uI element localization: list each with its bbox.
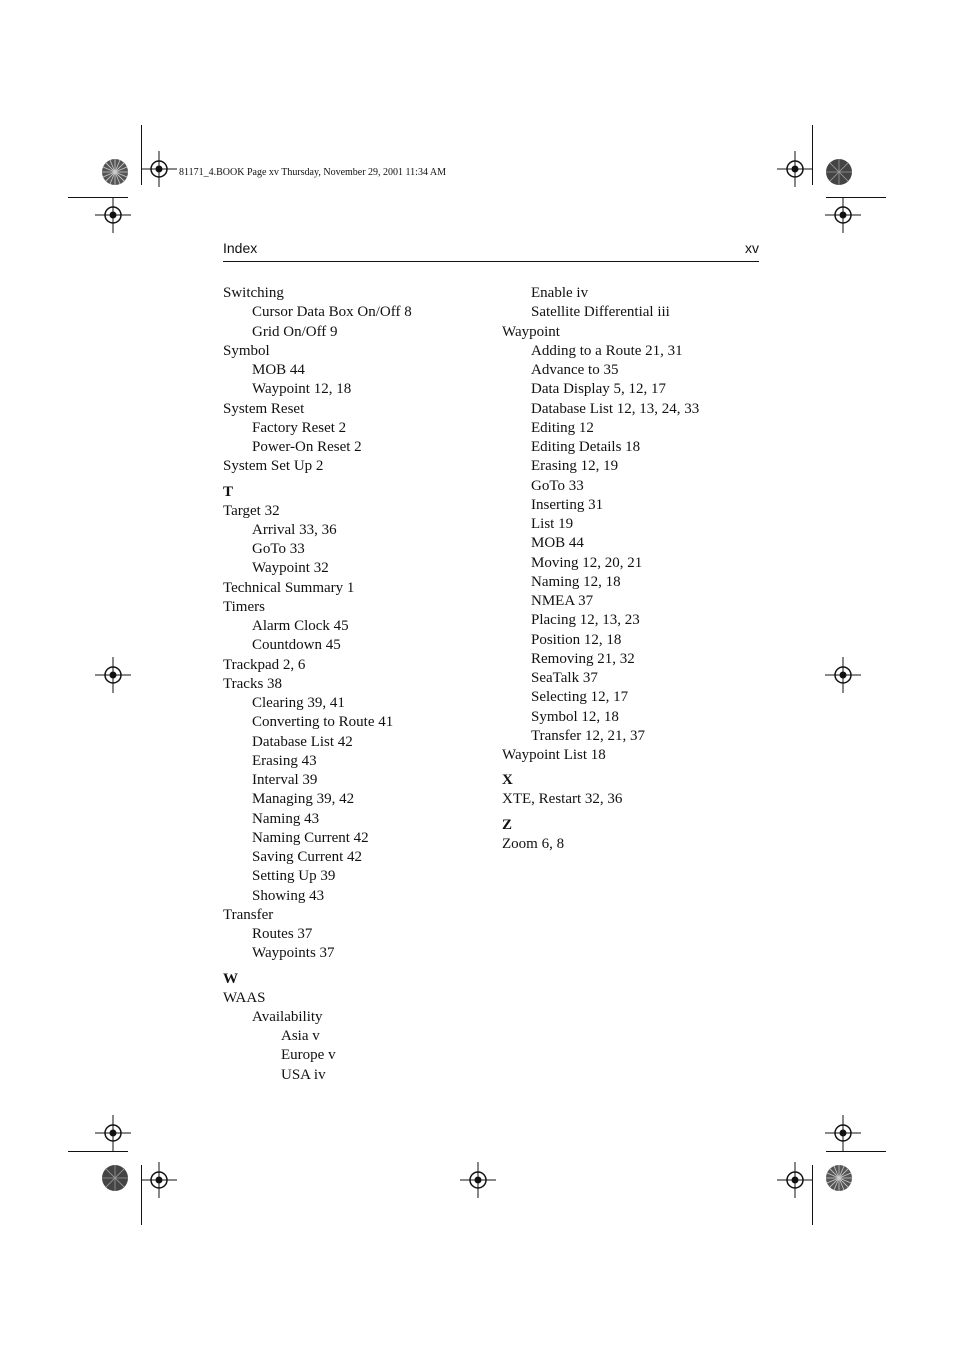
index-subentry: USA iv	[281, 1066, 326, 1083]
crop-line	[68, 197, 128, 198]
index-subentry: Saving Current 42	[252, 849, 362, 865]
index-subentry: GoTo 33	[252, 541, 305, 557]
print-slug-line: 81171_4.BOOK Page xv Thursday, November 29, 2001 11:34 AM	[179, 167, 447, 178]
page-number: xv	[745, 240, 759, 256]
index-letter-heading: X	[502, 772, 513, 789]
index-subentry: Placing 12, 13, 23	[531, 612, 640, 629]
registration-target-icon	[777, 1162, 813, 1198]
index-subentry: Managing 39, 42	[252, 791, 355, 808]
index-subentry: Naming Current 42	[252, 829, 369, 846]
index-letter-heading: Z	[502, 816, 513, 833]
index-subentry: Removing 21, 32	[531, 650, 635, 667]
index-entry: Switching	[223, 285, 284, 301]
index-column-left	[223, 284, 412, 1085]
index-subentry: Moving 12, 20, 21	[531, 554, 643, 571]
index-subentry: Naming 43	[252, 810, 320, 827]
crop-line	[812, 125, 813, 185]
index-subentry: Alarm Clock 45	[252, 618, 349, 634]
index-subentry: Countdown 45	[252, 637, 341, 654]
index-subentry: Satellite Differential iii	[531, 304, 670, 321]
index-entry: Target 32	[223, 502, 280, 519]
registration-target-icon	[95, 197, 131, 233]
crop-line	[141, 125, 142, 185]
index-subentry: Selecting 12, 17	[531, 689, 629, 706]
starburst-mark-icon	[825, 158, 853, 186]
registration-target-icon	[95, 1115, 131, 1151]
index-subentry: Enable iv	[531, 285, 589, 301]
registration-target-icon	[141, 1162, 177, 1198]
index-subentry: Factory Reset 2	[252, 419, 347, 436]
registration-target-icon	[825, 1115, 861, 1151]
starburst-mark-icon	[825, 1164, 853, 1192]
index-subentry: Naming 12, 18	[531, 573, 621, 590]
index-entry: Waypoint List 18	[502, 747, 606, 763]
index-subentry: Interval 39	[252, 772, 318, 788]
index-subentry: Database List 12, 13, 24, 33	[531, 400, 700, 417]
index-subentry: Converting to Route 41	[252, 714, 394, 731]
index-subentry: Editing 12	[531, 419, 594, 436]
crop-line	[812, 1165, 813, 1225]
index-subentry: Position 12, 18	[531, 631, 622, 648]
index-subentry: Data Display 5, 12, 17	[531, 381, 666, 398]
index-subentry: Advance to 35	[531, 362, 619, 378]
registration-target-icon	[825, 657, 861, 693]
index-subentry: List 19	[531, 516, 574, 532]
index-subentry: Grid On/Off 9	[252, 323, 338, 340]
index-subentry: Clearing 39, 41	[252, 695, 345, 711]
index-subentry: Waypoint 32	[252, 560, 329, 577]
crop-line	[826, 197, 886, 198]
index-entry: XTE, Restart 32, 36	[502, 791, 623, 808]
index-subentry: Power-On Reset 2	[252, 439, 362, 455]
index-subentry: Erasing 12, 19	[531, 458, 619, 475]
index-entry: System Set Up 2	[223, 458, 324, 475]
crop-line	[141, 1165, 142, 1225]
index-subentry: Cursor Data Box On/Off 8	[252, 304, 412, 321]
index-letter-heading: T	[223, 483, 234, 500]
index-subentry: Waypoints 37	[252, 945, 335, 962]
index-subentry: Transfer 12, 21, 37	[531, 727, 646, 744]
index-subentry: MOB 44	[531, 535, 584, 552]
crop-line	[826, 1151, 886, 1152]
index-entry: Technical Summary 1	[223, 579, 355, 596]
index-subentry: Editing Details 18	[531, 439, 641, 455]
index-entry: Zoom 6, 8	[502, 835, 565, 852]
registration-target-icon	[825, 197, 861, 233]
index-column-right	[502, 284, 699, 854]
index-subentry: Setting Up 39	[252, 868, 336, 885]
index-subentry: Symbol 12, 18	[531, 708, 619, 725]
index-subentry: GoTo 33	[531, 477, 584, 494]
index-subentry: Europe v	[281, 1047, 336, 1064]
index-entry: Symbol	[223, 342, 270, 359]
starburst-mark-icon	[101, 158, 129, 186]
starburst-mark-icon	[101, 1164, 129, 1192]
index-subentry: Showing 43	[252, 887, 325, 904]
index-entry: System Reset	[223, 400, 305, 417]
index-entry: WAAS	[223, 989, 266, 1006]
index-subentry: Routes 37	[252, 926, 313, 942]
index-subentry: Arrival 33, 36	[252, 521, 337, 538]
registration-target-icon	[460, 1162, 496, 1198]
index-subentry: Adding to a Route 21, 31	[531, 342, 683, 359]
registration-target-icon	[95, 657, 131, 693]
index-subentry: Asia v	[281, 1028, 320, 1044]
index-entry: Trackpad 2, 6	[223, 656, 306, 673]
index-entry: Tracks 38	[223, 675, 283, 692]
index-subentry: MOB 44	[252, 362, 305, 378]
crop-line	[68, 1151, 128, 1152]
index-entry: Transfer	[223, 906, 274, 923]
header-rule	[223, 261, 759, 262]
index-entry: Timers	[223, 598, 265, 615]
index-subentry: Waypoint 12, 18	[252, 381, 352, 398]
index-subentry: NMEA 37	[531, 593, 594, 609]
registration-target-icon	[777, 151, 813, 187]
index-subentry: Inserting 31	[531, 496, 604, 513]
index-subentry: SeaTalk 37	[531, 670, 598, 686]
index-subentry: Availability	[252, 1008, 323, 1025]
running-header-section: Index	[223, 240, 258, 256]
index-subentry: Database List 42	[252, 733, 353, 750]
index-entry: Waypoint	[502, 323, 560, 340]
registration-target-icon	[141, 151, 177, 187]
index-letter-heading: W	[223, 970, 238, 987]
index-subentry: Erasing 43	[252, 752, 317, 769]
